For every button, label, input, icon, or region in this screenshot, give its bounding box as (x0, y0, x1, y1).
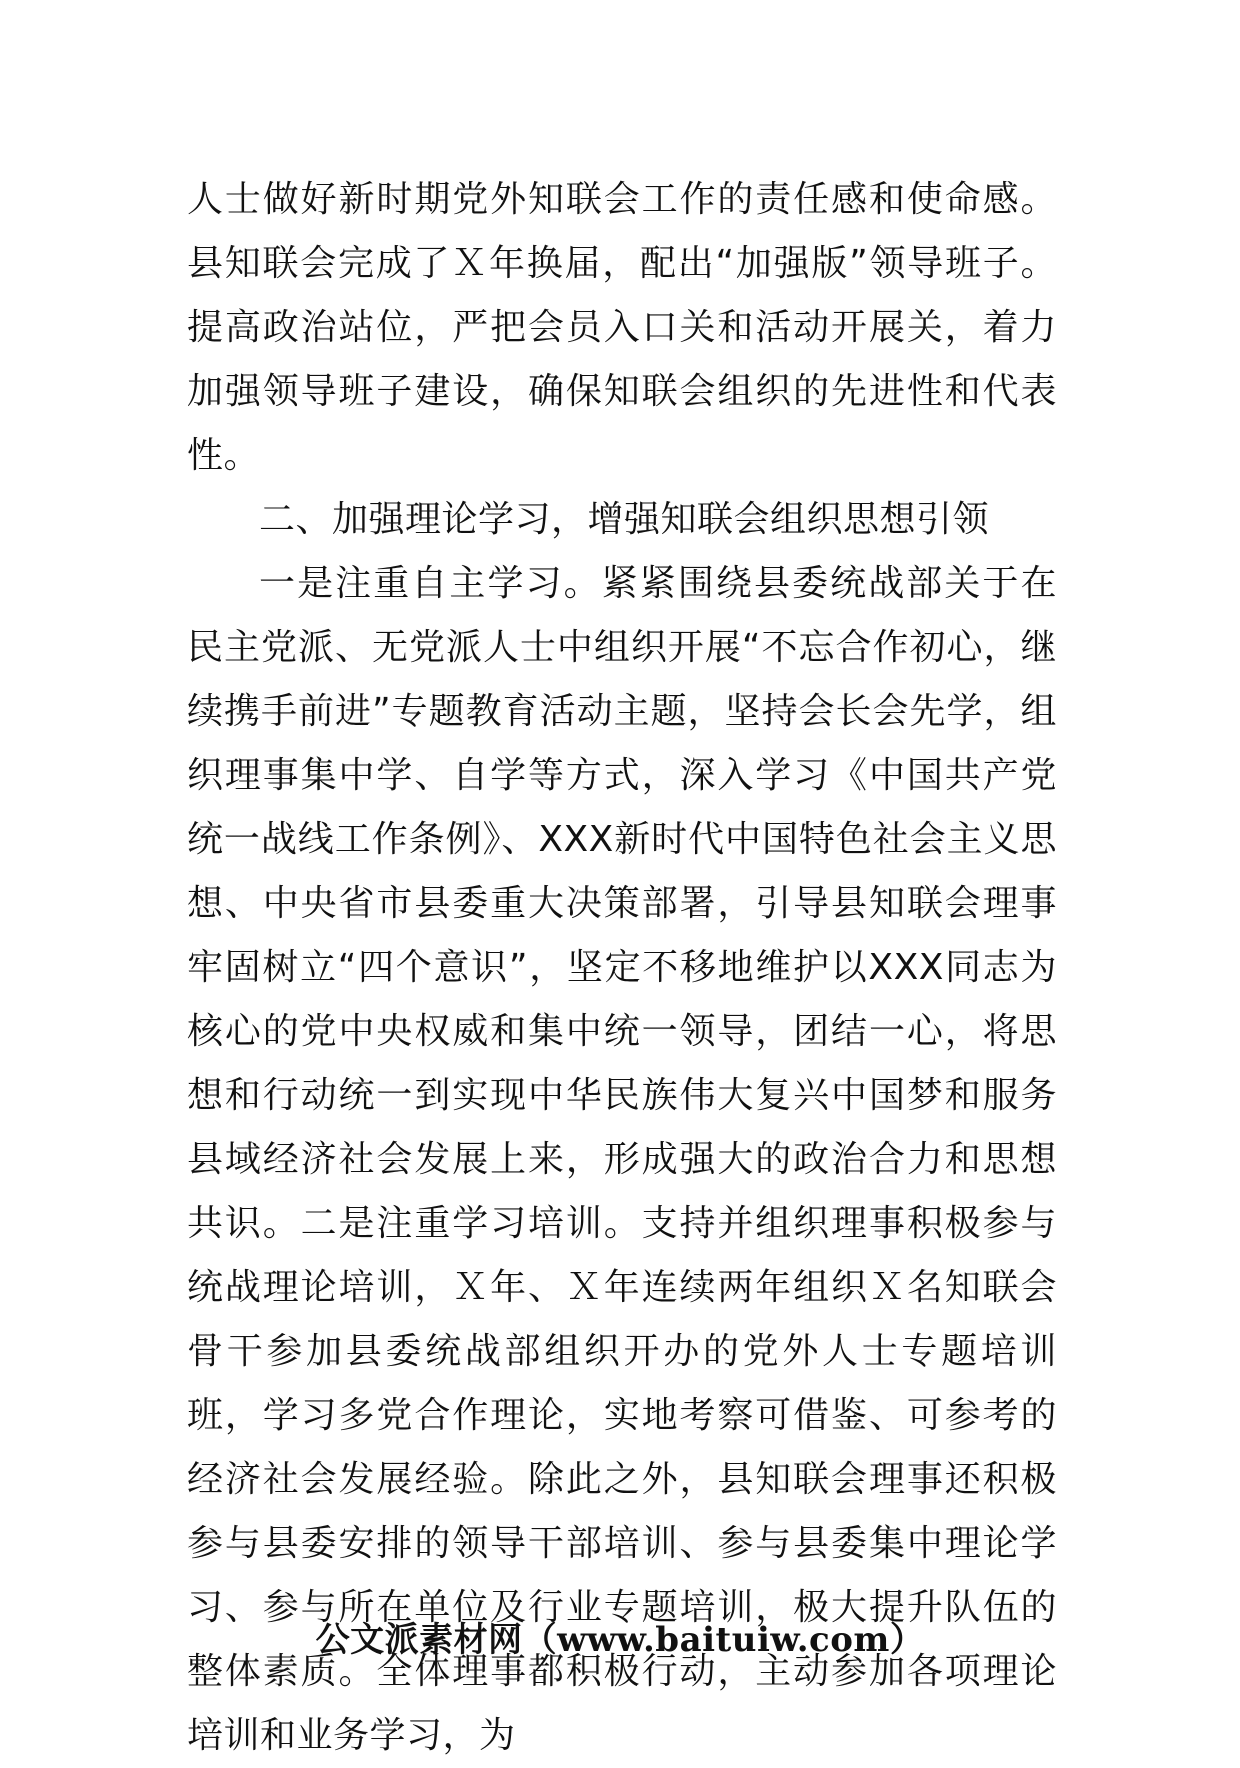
footer-watermark: 公文派素材网（www.baituiw.com） (315, 1620, 925, 1660)
body-paragraph-2: 一是注重自主学习。紧紧围绕县委统战部关于在民主党派、无党派人士中组织开展“不忘合作初心，继续携手前进”专题教育活动主题，坚持会长会先学，组织理事集中学、自学等方式，深入学习《中国共产党统一战线工作条例》、XXX新时代中国特色社会主义思想、中央省市县委重大决策部署，引导县知联会理事牢固树立“四个意识”，坚定不移地维护以XXX同志为核心的党中央权威和集中统一领导，团结一心，将思想和行动统一到实现中华民族伟大复兴中国梦和服务县域经济社会发展上来，形成强大的政治合力和思想共识。二是注重学习培训。支持并组织理事积极参与统战理论培训，Ｘ年、Ｘ年连续两年组织Ｘ名知联会骨干参加县委统战部组织开办的党外人士专题培训班，学习多党合作理论，实地考察可借鉴、可参考的经济社会发展经验。除此之外，县知联会理事还积极参与县委安排的领导干部培训、参与县委集中理论学习、参与所在单位及行业专题培训，极大提升队伍的整体素质。全体理事都积极行动，主动参加各项理论培训和业务学习，为 (187, 563, 1057, 1756)
section-heading: 二、加强理论学习，增强知联会组织思想引领 (259, 499, 990, 540)
body-paragraph-1: 人士做好新时期党外知联会工作的责任感和使命感。县知联会完成了Ｘ年换届，配出“加强版”领导班子。提高政治站位，严把会员入口关和活动开展关，着力加强领导班子建设，确保知联会组织的先进性和代表性。 (187, 179, 1057, 476)
document-body (187, 168, 1057, 1768)
